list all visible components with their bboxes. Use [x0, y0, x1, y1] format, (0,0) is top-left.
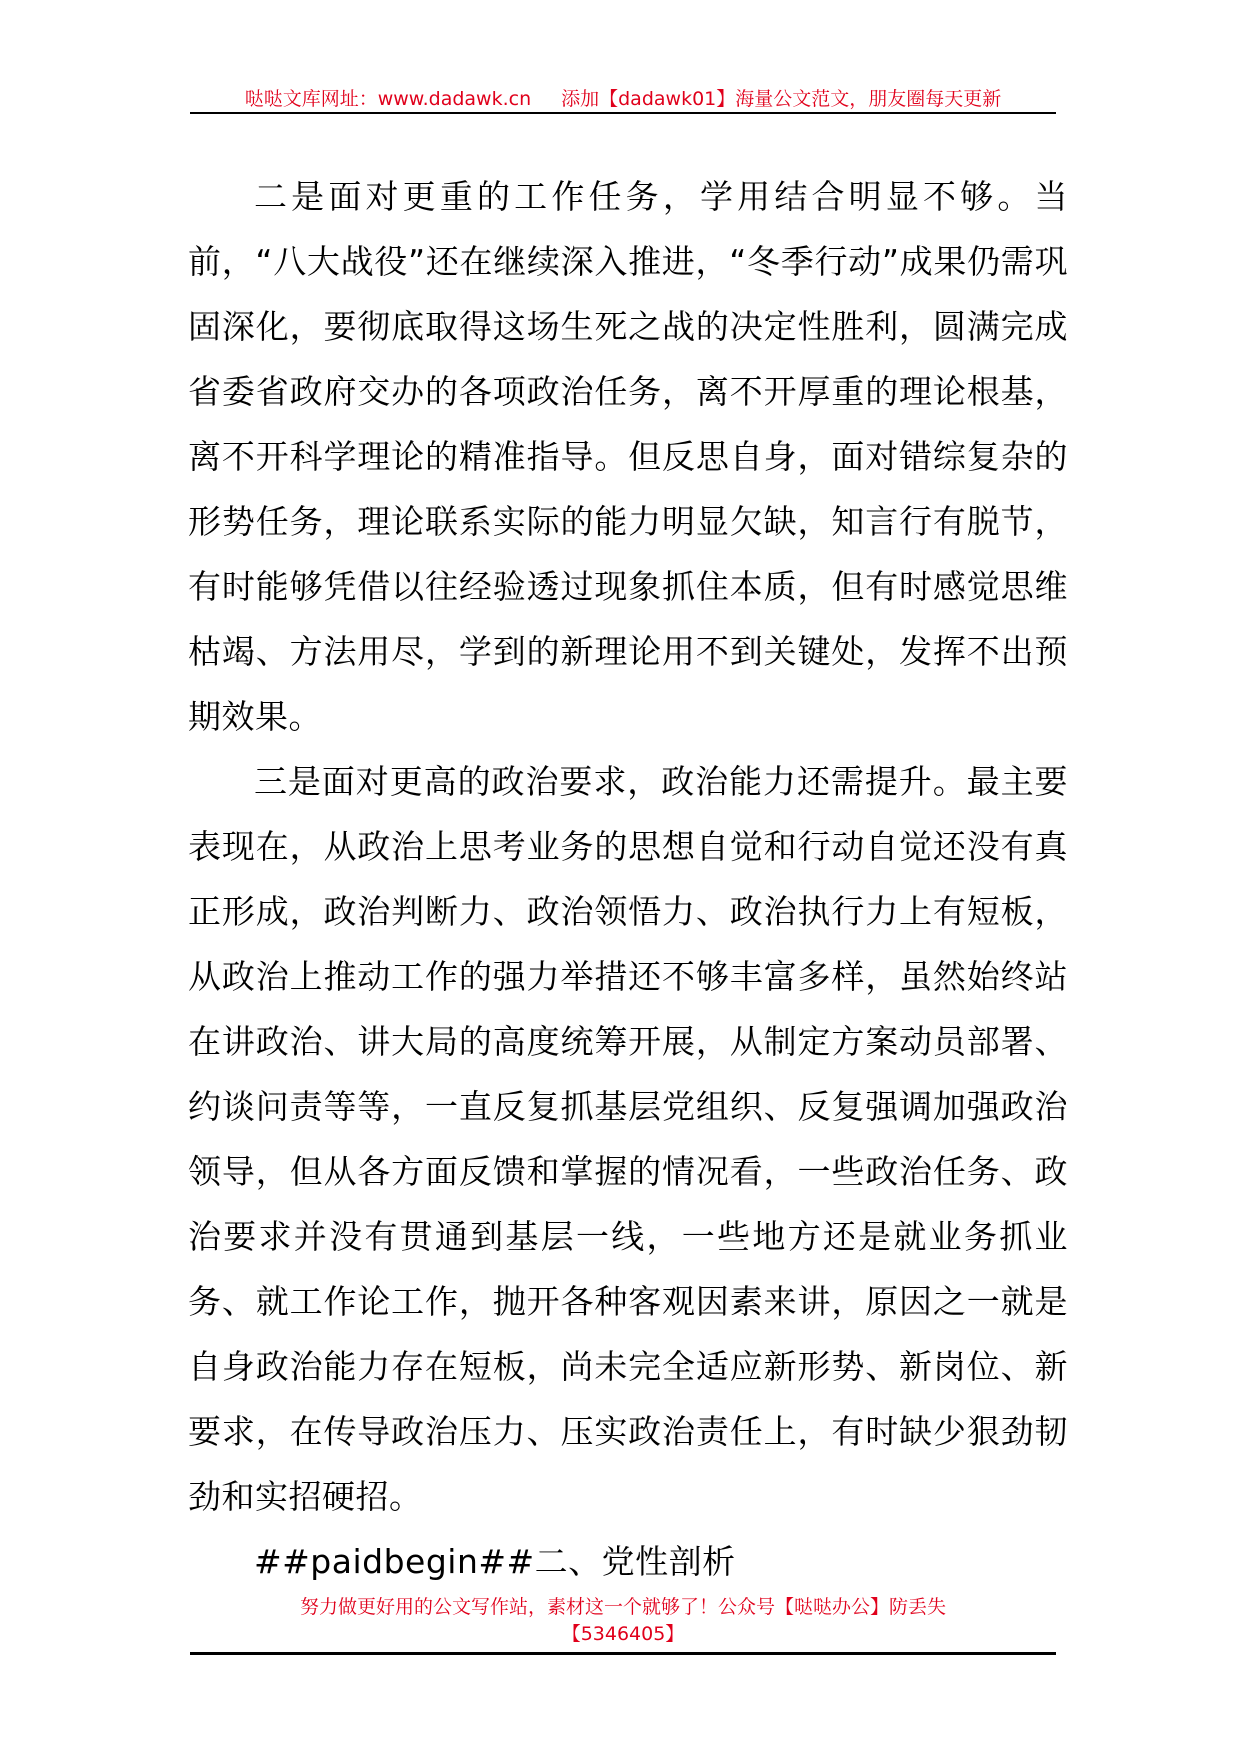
header-divider	[190, 112, 1056, 114]
footer-divider	[190, 1652, 1056, 1655]
document-body	[188, 164, 1068, 1594]
paragraph-task-mismatch: 二是面对更重的工作任务，学用结合明显不够。当前，“八大战役”还在继续深入推进，“冬季行动”成果仍需巩固深化，要彻底取得这场生死之战的决定性胜利，圆满完成省委省政府交办的各项政治任务，离不开厚重的理论根基，离不开科学理论的精准指导。但反思自身，面对错综复杂的形势任务，理论联系实际的能力明显欠缺，知言行有脱节，有时能够凭借以往经验透过现象抓住本质，但有时感觉思维枯竭、方法用尽，学到的新理论用不到关键处，发挥不出预期效果。	[188, 177, 1068, 736]
header-site-link[interactable]: 哒哒文库网址：www.dadawk.cn	[244, 88, 532, 110]
header-promo-text: 添加【dadawk01】海量公文范文，朋友圈每天更新	[561, 88, 1002, 110]
footer-slogan: 努力做更好用的公文写作站，素材这一个就够了！公众号【哒哒办公】防丢失	[299, 1596, 946, 1618]
page-footer	[190, 1594, 1056, 1648]
section-heading-party-analysis: ##paidbegin##二、党性剖析	[254, 1542, 736, 1581]
footer-code: 【5346405】	[561, 1623, 685, 1645]
page-header	[190, 86, 1056, 112]
paragraph-political-ability: 三是面对更高的政治要求，政治能力还需提升。最主要表现在，从政治上思考业务的思想自觉和行动自觉还没有真正形成，政治判断力、政治领悟力、政治执行力上有短板，从政治上推动工作的强力举措还不够丰富多样，虽然始终站在讲政治、讲大局的高度统筹开展，从制定方案动员部署、约谈问责等等，一直反复抓基层党组织、反复强调加强政治领导，但从各方面反馈和掌握的情况看，一些政治任务、政治要求并没有贯通到基层一线，一些地方还是就业务抓业务、就工作论工作，抛开各种客观因素来讲，原因之一就是自身政治能力存在短板，尚未完全适应新形势、新岗位、新要求，在传导政治压力、压实政治责任上，有时缺少狠劲韧劲和实招硬招。	[188, 762, 1068, 1516]
